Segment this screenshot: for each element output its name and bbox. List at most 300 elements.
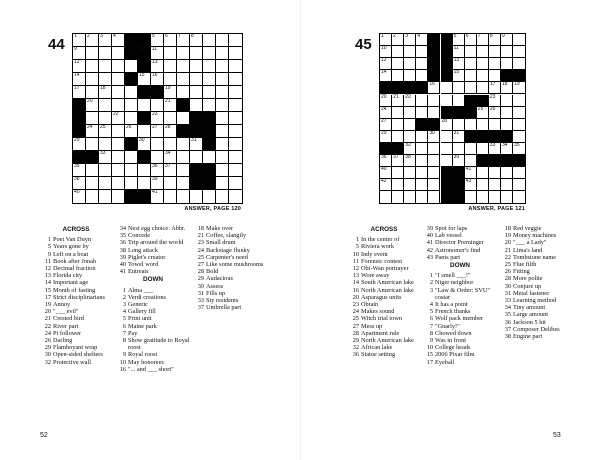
grid-cell[interactable]: [489, 46, 501, 58]
grid-cell[interactable]: [428, 179, 440, 191]
clue-item: [115, 254, 191, 261]
clue-item: [40, 344, 112, 351]
grid-cell[interactable]: [465, 46, 477, 58]
grid-cell[interactable]: [453, 70, 465, 82]
grid-cell[interactable]: [428, 82, 440, 94]
clue-item-number: 5: [429, 308, 433, 316]
grid-cell[interactable]: [441, 119, 453, 131]
grid-cell[interactable]: [112, 151, 125, 164]
grid-cell[interactable]: [501, 119, 513, 131]
grid-cell[interactable]: [392, 46, 404, 58]
grid-cell[interactable]: [203, 47, 216, 60]
grid-cell[interactable]: [216, 99, 229, 112]
grid-cell[interactable]: [151, 125, 164, 138]
grid-cell[interactable]: [404, 107, 416, 119]
clue-item: [348, 308, 420, 315]
grid-cell[interactable]: [513, 58, 525, 70]
grid-cell[interactable]: [428, 95, 440, 107]
grid-cell[interactable]: [477, 46, 489, 58]
grid-cell[interactable]: [477, 179, 489, 191]
grid-cell[interactable]: [86, 34, 99, 47]
clue-item-number: 41: [119, 268, 126, 276]
grid-cell[interactable]: [164, 125, 177, 138]
grid-cell[interactable]: [416, 95, 428, 107]
grid-cell[interactable]: [190, 73, 203, 86]
grid-black-square: [441, 58, 453, 70]
grid-cell[interactable]: [477, 119, 489, 131]
grid-cell[interactable]: [453, 82, 465, 94]
clue-item-text: "Law & Order: SVU" costar: [435, 286, 490, 301]
grid-cell[interactable]: [380, 179, 392, 191]
grid-cell[interactable]: [489, 119, 501, 131]
grid-black-square: [138, 47, 151, 60]
grid-cell[interactable]: [392, 34, 404, 46]
grid-black-square: [441, 107, 453, 119]
grid-cell[interactable]: [112, 177, 125, 190]
grid-cell[interactable]: [229, 164, 242, 177]
clue-item-text: Metal fastener: [513, 289, 550, 297]
clue-number: 20: [381, 93, 387, 100]
clue-number: 18: [100, 85, 106, 91]
grid-cell[interactable]: [477, 191, 489, 203]
grid-cell[interactable]: [416, 179, 428, 191]
grid-cell[interactable]: [416, 58, 428, 70]
grid-cell[interactable]: [216, 190, 229, 203]
clue-number: 3: [100, 33, 103, 39]
grid-cell[interactable]: [380, 107, 392, 119]
grid-cell[interactable]: [203, 34, 216, 47]
grid-cell[interactable]: [404, 167, 416, 179]
grid-cell[interactable]: [428, 167, 440, 179]
grid-cell[interactable]: [216, 138, 229, 151]
clue-item-number: 36: [504, 318, 511, 326]
clue-item: [40, 236, 112, 243]
clue-number: 10: [381, 45, 387, 52]
grid-cell[interactable]: [216, 164, 229, 177]
grid-cell[interactable]: [125, 151, 138, 164]
grid-cell[interactable]: [453, 95, 465, 107]
clue-item: [422, 344, 498, 351]
grid-cell[interactable]: [86, 125, 99, 138]
grid-cell[interactable]: [441, 143, 453, 155]
grid-cell[interactable]: [190, 190, 203, 203]
grid-cell[interactable]: [229, 86, 242, 99]
grid-cell[interactable]: [513, 107, 525, 119]
grid-cell[interactable]: [513, 143, 525, 155]
grid-cell[interactable]: [190, 86, 203, 99]
clue-item-number: 26: [504, 268, 511, 276]
grid-cell[interactable]: [404, 70, 416, 82]
grid-cell[interactable]: [465, 179, 477, 191]
grid-cell[interactable]: [86, 177, 99, 190]
grid-cell[interactable]: [489, 143, 501, 155]
grid-cell[interactable]: [477, 143, 489, 155]
down-heading: DOWN: [450, 262, 470, 270]
grid-cell[interactable]: [203, 99, 216, 112]
grid-cell[interactable]: [73, 190, 86, 203]
grid-cell[interactable]: [216, 47, 229, 60]
grid-cell[interactable]: [112, 73, 125, 86]
clue-item: [115, 351, 191, 358]
grid-cell[interactable]: [465, 34, 477, 46]
grid-cell[interactable]: [489, 179, 501, 191]
grid-cell[interactable]: [489, 34, 501, 46]
grid-cell[interactable]: [112, 190, 125, 203]
grid-cell[interactable]: [99, 125, 112, 138]
clue-item-number: 2: [429, 279, 433, 287]
grid-cell[interactable]: [177, 112, 190, 125]
clue-item-number: 12: [44, 265, 51, 273]
grid-cell[interactable]: [177, 73, 190, 86]
grid-cell[interactable]: [229, 73, 242, 86]
grid-cell[interactable]: [392, 107, 404, 119]
grid-cell[interactable]: [190, 151, 203, 164]
grid-cell[interactable]: [177, 47, 190, 60]
grid-cell[interactable]: [203, 86, 216, 99]
grid-black-square: [441, 191, 453, 203]
grid-cell[interactable]: [229, 151, 242, 164]
grid-cell[interactable]: [177, 164, 190, 177]
grid-cell[interactable]: [404, 46, 416, 58]
grid-cell[interactable]: [216, 151, 229, 164]
grid-cell[interactable]: [99, 86, 112, 99]
grid-cell[interactable]: [465, 143, 477, 155]
grid-cell[interactable]: [177, 60, 190, 73]
grid-cell[interactable]: [112, 125, 125, 138]
grid-cell[interactable]: [73, 86, 86, 99]
grid-cell[interactable]: [416, 34, 428, 46]
grid-cell[interactable]: [229, 112, 242, 125]
grid-cell[interactable]: [489, 58, 501, 70]
grid-cell[interactable]: [203, 60, 216, 73]
grid-cell[interactable]: [380, 70, 392, 82]
clue-number: 40: [74, 189, 80, 195]
grid-cell[interactable]: [138, 164, 151, 177]
clue-item-text: Pay: [128, 329, 138, 337]
clue-item: [193, 304, 269, 311]
clue-item-number: 24: [352, 308, 359, 316]
grid-cell[interactable]: [125, 164, 138, 177]
grid-cell[interactable]: [99, 34, 112, 47]
grid-cell[interactable]: [177, 151, 190, 164]
grid-cell[interactable]: [404, 155, 416, 167]
grid-cell[interactable]: [392, 131, 404, 143]
grid-cell[interactable]: [501, 167, 513, 179]
grid-cell[interactable]: [489, 95, 501, 107]
grid-cell[interactable]: [501, 58, 513, 70]
grid-cell[interactable]: [177, 177, 190, 190]
clue-item: [40, 258, 112, 265]
clue-item-number: 30: [44, 351, 51, 359]
grid-cell[interactable]: [501, 34, 513, 46]
grid-cell[interactable]: [151, 73, 164, 86]
grid-cell[interactable]: [125, 99, 138, 112]
grid-cell[interactable]: [501, 82, 513, 94]
crossword-grid[interactable]: [379, 33, 526, 204]
grid-cell[interactable]: [453, 155, 465, 167]
grid-cell[interactable]: [489, 191, 501, 203]
grid-cell[interactable]: [99, 60, 112, 73]
clue-number: 30: [429, 129, 435, 136]
grid-cell[interactable]: [138, 138, 151, 151]
clue-item: [40, 294, 112, 301]
grid-cell[interactable]: [229, 47, 242, 60]
grid-cell[interactable]: [416, 191, 428, 203]
grid-cell[interactable]: [203, 73, 216, 86]
clue-item: [500, 254, 578, 261]
grid-cell[interactable]: [99, 177, 112, 190]
grid-cell[interactable]: [441, 155, 453, 167]
grid-cell[interactable]: [404, 58, 416, 70]
clue-item-text: Generic: [128, 301, 148, 309]
grid-cell[interactable]: [190, 99, 203, 112]
grid-cell[interactable]: [112, 47, 125, 60]
grid-cell[interactable]: [164, 177, 177, 190]
grid-cell[interactable]: [404, 95, 416, 107]
grid-cell[interactable]: [203, 151, 216, 164]
grid-cell[interactable]: [86, 60, 99, 73]
grid-cell[interactable]: [404, 191, 416, 203]
clue-item: [500, 311, 578, 318]
grid-cell[interactable]: [229, 34, 242, 47]
grid-cell[interactable]: [501, 107, 513, 119]
crossword-grid[interactable]: [72, 33, 243, 204]
grid-cell[interactable]: [477, 82, 489, 94]
clue-item-text: Assess: [206, 282, 224, 290]
grid-cell[interactable]: [404, 119, 416, 131]
grid-cell[interactable]: [99, 190, 112, 203]
grid-cell[interactable]: [164, 47, 177, 60]
grid-cell[interactable]: [501, 179, 513, 191]
grid-cell[interactable]: [465, 191, 477, 203]
grid-cell[interactable]: [216, 177, 229, 190]
grid-cell[interactable]: [416, 131, 428, 143]
clue-item-number: 11: [352, 257, 359, 265]
grid-cell[interactable]: [86, 99, 99, 112]
grid-cell[interactable]: [99, 151, 112, 164]
grid-cell[interactable]: [453, 119, 465, 131]
grid-cell[interactable]: [229, 177, 242, 190]
grid-cell[interactable]: [501, 95, 513, 107]
grid-cell[interactable]: [392, 70, 404, 82]
grid-cell[interactable]: [477, 107, 489, 119]
grid-cell[interactable]: [229, 99, 242, 112]
grid-cell[interactable]: [392, 191, 404, 203]
grid-cell[interactable]: [404, 34, 416, 46]
grid-cell[interactable]: [138, 73, 151, 86]
grid-cell[interactable]: [190, 60, 203, 73]
grid-cell[interactable]: [99, 47, 112, 60]
grid-cell[interactable]: [125, 177, 138, 190]
grid-cell[interactable]: [392, 167, 404, 179]
grid-cell[interactable]: [428, 131, 440, 143]
grid-cell[interactable]: [216, 112, 229, 125]
clue-number: 2: [87, 33, 90, 39]
grid-cell[interactable]: [392, 58, 404, 70]
grid-cell[interactable]: [392, 95, 404, 107]
grid-cell[interactable]: [477, 167, 489, 179]
grid-cell[interactable]: [177, 34, 190, 47]
grid-cell[interactable]: [164, 34, 177, 47]
grid-cell[interactable]: [416, 46, 428, 58]
grid-cell[interactable]: [216, 73, 229, 86]
grid-cell[interactable]: [465, 82, 477, 94]
clue-item-number: 33: [504, 297, 511, 305]
clue-number: 5: [453, 33, 457, 39]
grid-cell[interactable]: [392, 179, 404, 191]
grid-black-square: [125, 73, 138, 86]
clue-item-number: 25: [352, 315, 359, 323]
grid-cell[interactable]: [392, 155, 404, 167]
grid-cell[interactable]: [203, 190, 216, 203]
clue-item-number: 18: [504, 225, 511, 232]
clue-item-number: 39: [426, 225, 433, 232]
grid-cell[interactable]: [86, 73, 99, 86]
clue-item-text: Protective wall: [53, 358, 91, 366]
clue-number: 32: [405, 141, 411, 148]
grid-cell[interactable]: [380, 131, 392, 143]
grid-cell[interactable]: [229, 190, 242, 203]
grid-cell[interactable]: [86, 138, 99, 151]
grid-cell[interactable]: [513, 34, 525, 46]
grid-cell[interactable]: [216, 34, 229, 47]
grid-cell[interactable]: [125, 86, 138, 99]
clue-item-number: 25: [504, 261, 511, 269]
clue-item-number: 37: [504, 325, 511, 333]
grid-cell[interactable]: [99, 164, 112, 177]
grid-cell[interactable]: [513, 179, 525, 191]
clue-number: 24: [381, 105, 387, 112]
clue-item-text: Lima's land: [513, 246, 543, 254]
grid-cell[interactable]: [177, 86, 190, 99]
clue-number: 1: [381, 33, 384, 39]
grid-cell[interactable]: [489, 107, 501, 119]
grid-cell[interactable]: [177, 190, 190, 203]
grid-cell[interactable]: [229, 138, 242, 151]
grid-cell[interactable]: [380, 95, 392, 107]
grid-cell[interactable]: [465, 119, 477, 131]
grid-cell[interactable]: [229, 60, 242, 73]
grid-cell[interactable]: [513, 191, 525, 203]
grid-cell[interactable]: [441, 131, 453, 143]
grid-cell[interactable]: [441, 82, 453, 94]
clue-item-text: Apartment rule: [361, 329, 400, 337]
grid-cell[interactable]: [501, 46, 513, 58]
grid-cell[interactable]: [138, 177, 151, 190]
clue-item-text: Witch trial town: [361, 315, 403, 323]
grid-cell[interactable]: [513, 167, 525, 179]
clue-item-text: North American lake: [361, 337, 414, 345]
grid-cell[interactable]: [380, 119, 392, 131]
grid-cell[interactable]: [428, 155, 440, 167]
grid-cell[interactable]: [416, 143, 428, 155]
clue-item: [500, 304, 578, 311]
clue-item: [193, 225, 269, 232]
grid-cell[interactable]: [501, 143, 513, 155]
grid-cell[interactable]: [501, 191, 513, 203]
clue-number: 2: [393, 33, 396, 39]
grid-cell[interactable]: [513, 82, 525, 94]
grid-cell[interactable]: [216, 60, 229, 73]
grid-cell[interactable]: [112, 112, 125, 125]
grid-cell[interactable]: [190, 138, 203, 151]
grid-cell[interactable]: [190, 47, 203, 60]
grid-cell[interactable]: [428, 143, 440, 155]
grid-cell[interactable]: [416, 107, 428, 119]
grid-cell[interactable]: [216, 125, 229, 138]
grid-cell[interactable]: [416, 70, 428, 82]
grid-cell[interactable]: [465, 58, 477, 70]
grid-cell[interactable]: [125, 125, 138, 138]
grid-cell[interactable]: [177, 138, 190, 151]
grid-cell[interactable]: [489, 82, 501, 94]
grid-cell[interactable]: [151, 190, 164, 203]
grid-cell[interactable]: [190, 34, 203, 47]
clue-number: 34: [502, 141, 508, 148]
grid-cell[interactable]: [112, 86, 125, 99]
clue-item-text: Crested bird: [53, 315, 84, 323]
grid-cell[interactable]: [416, 155, 428, 167]
grid-cell[interactable]: [86, 164, 99, 177]
grid-cell[interactable]: [513, 95, 525, 107]
grid-cell[interactable]: [441, 95, 453, 107]
clue-item: [193, 290, 269, 297]
grid-cell[interactable]: [477, 58, 489, 70]
grid-cell[interactable]: [86, 190, 99, 203]
grid-cell[interactable]: [125, 60, 138, 73]
clue-item-number: 41: [426, 239, 433, 247]
grid-cell[interactable]: [404, 179, 416, 191]
grid-cell[interactable]: [380, 191, 392, 203]
clue-item-text: More polite: [513, 275, 543, 283]
grid-cell[interactable]: [99, 99, 112, 112]
grid-cell[interactable]: [513, 119, 525, 131]
grid-cell[interactable]: [138, 99, 151, 112]
clue-item-text: Long attack: [128, 246, 158, 254]
clue-item-number: 20: [352, 293, 359, 301]
grid-cell[interactable]: [164, 99, 177, 112]
grid-cell[interactable]: [428, 191, 440, 203]
clue-number: 40: [381, 166, 387, 173]
clue-item-number: 3: [429, 286, 433, 294]
grid-cell[interactable]: [164, 190, 177, 203]
clue-item-text: Chowed down: [435, 329, 472, 337]
grid-cell[interactable]: [151, 138, 164, 151]
grid-cell[interactable]: [112, 60, 125, 73]
clue-number: 43: [465, 178, 472, 185]
grid-cell[interactable]: [112, 138, 125, 151]
grid-cell[interactable]: [216, 86, 229, 99]
grid-cell[interactable]: [428, 107, 440, 119]
grid-cell[interactable]: [489, 167, 501, 179]
clue-item-number: 1: [122, 286, 126, 294]
grid-cell[interactable]: [112, 164, 125, 177]
grid-cell[interactable]: [477, 34, 489, 46]
grid-cell[interactable]: [513, 46, 525, 58]
grid-cell[interactable]: [86, 47, 99, 60]
grid-cell[interactable]: [164, 60, 177, 73]
grid-cell[interactable]: [465, 70, 477, 82]
grid-cell[interactable]: [164, 164, 177, 177]
grid-cell[interactable]: [416, 167, 428, 179]
grid-black-square: [203, 138, 216, 151]
grid-cell[interactable]: [477, 70, 489, 82]
grid-cell[interactable]: [392, 119, 404, 131]
grid-cell[interactable]: [453, 131, 465, 143]
grid-cell[interactable]: [112, 34, 125, 47]
grid-cell[interactable]: [229, 125, 242, 138]
clue-item-number: 14: [352, 279, 359, 287]
